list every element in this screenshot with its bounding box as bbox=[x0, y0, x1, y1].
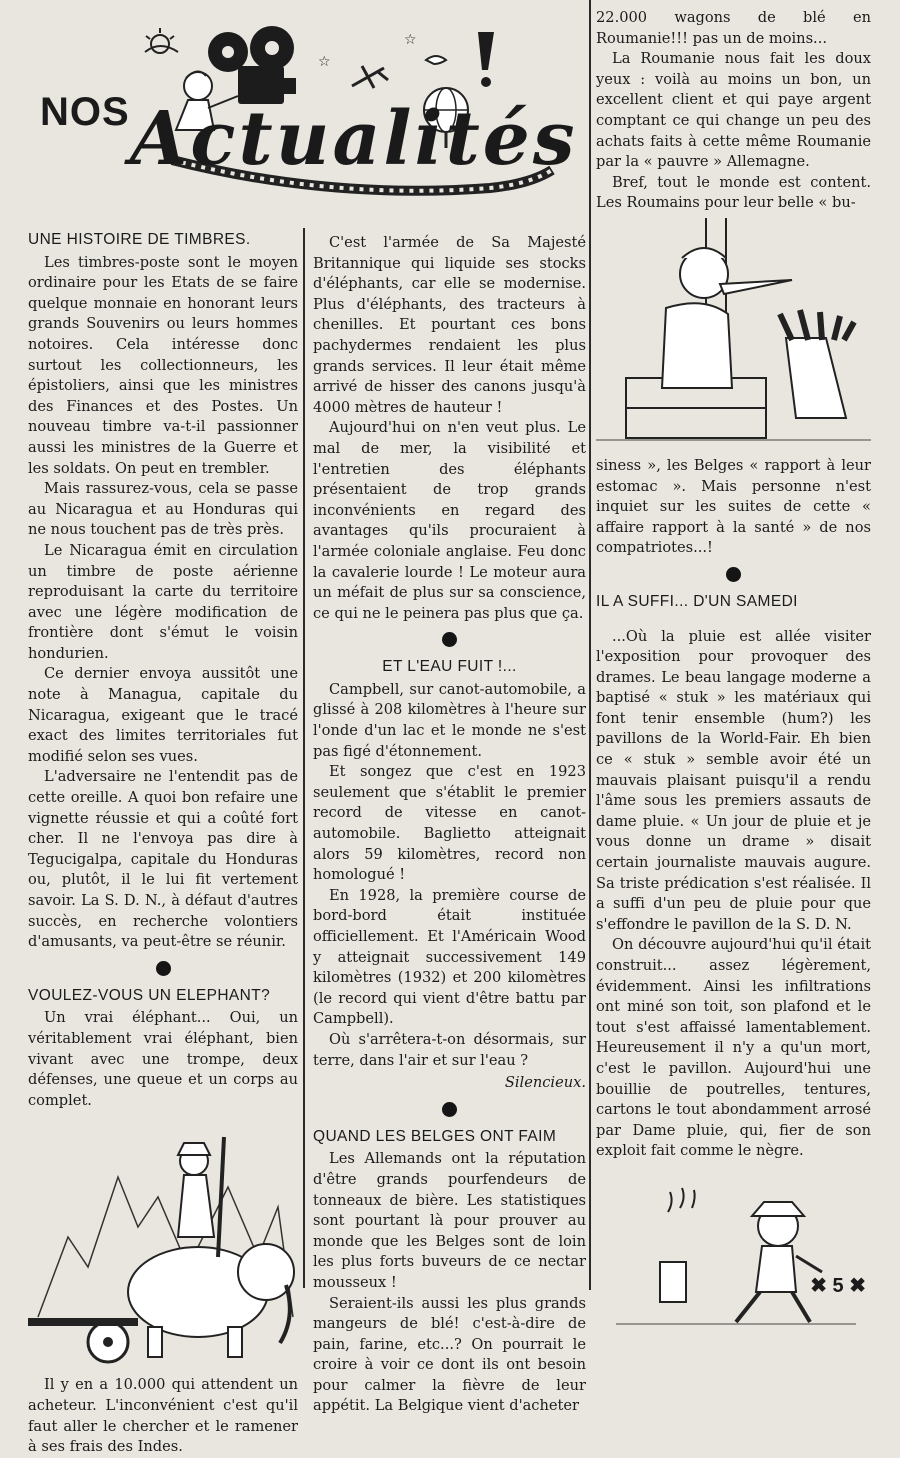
headline-belges: QUAND LES BELGES ONT FAIM bbox=[313, 1127, 557, 1145]
paragraph: Les timbres-poste sont le moyen ordinaire pour les Etats de se faire quelque monnaie en honorant leurs grands Souvenirs ou leurs hommes notoires. Cela intéresse donc surtout les collectionneurs, les épistoliers, ainsi que les ministres des Finances et des Postes. Un nouveau timbre va-t-il passionner aussi les ministres de la Guerre et les soldats. On peut en trembler. bbox=[28, 253, 298, 477]
paragraph: Et songez que c'est en 1923 seulement que s'établit le premier record de vitesse en canot-automobile. Baglietto atteignait alors 59 kilomètres, record non homologué ! bbox=[313, 763, 586, 884]
paragraph: siness », les Belges « rapport à leur estomac ». Mais personne n'est inquiet sur les suites de cette « affaire rapport à la santé » de nos compatriotes...! bbox=[596, 456, 871, 557]
paragraph: Bref, tout le monde est content. Les Roumains pour leur belle « bu- bbox=[596, 173, 871, 212]
masthead-title: Actualités bbox=[130, 96, 578, 182]
headline-samedi: IL A SUFFI... D'UN SAMEDI bbox=[596, 592, 798, 610]
paragraph: ...Où la pluie est allée visiter l'exposition pour provoquer des drames. Le beau langage moderne a baptisé « stuk » les matériaux qui font tenir ensemble (hum?) les pavillons de la World-Fair. Eh bien ce « stuk » semble avoir été un mauvais plaisant puisqu'il a rendu l'âme sous les premiers assauts de dame pluie. « Un jour de pluie et je vous donne un drame » disait certain journaliste mauvais augure. Sa triste prédication s'est réalisée. Il a suffi d'un peu de pluie pour que s'effondre le pavillon de la S. D. N. bbox=[596, 627, 871, 933]
paragraph: Il y en a 10.000 qui attendent un acheteur. L'inconvénient c'est qu'il faut aller le chercher et le ramener à ses frais des Indes. bbox=[28, 1376, 298, 1456]
bird-icon bbox=[426, 56, 446, 64]
elephant-drawing bbox=[28, 1117, 298, 1367]
headline-elephant: VOULEZ-VOUS UN ELEPHANT? bbox=[28, 986, 271, 1004]
headline-timbres: UNE HISTOIRE DE TIMBRES. bbox=[28, 231, 251, 248]
masthead bbox=[0, 0, 590, 228]
scout-illustration bbox=[596, 1172, 871, 1332]
svg-text:☆: ☆ bbox=[404, 32, 417, 48]
bread-eater-illustration bbox=[596, 218, 871, 450]
scout-drawing bbox=[596, 1172, 871, 1332]
paragraph: 22.000 wagons de blé en Roumanie!!! pas un de moins... bbox=[596, 9, 871, 47]
svg-text:☆: ☆ bbox=[318, 54, 331, 70]
page-number: ✖ 5 ✖ bbox=[810, 1275, 866, 1297]
paragraph: Ce dernier envoya aussitôt une note à Managua, capitale du Nicaragua, exigeant que le tracé exact des limites territoriales fut modifié selon ses vues. bbox=[28, 665, 298, 765]
section-bullet bbox=[156, 961, 171, 976]
sun-icon bbox=[145, 28, 178, 53]
exclamation-icon bbox=[478, 32, 494, 87]
paragraph: Les Allemands ont la réputation d'être grands pourfendeurs de tonneaux de bière. Les statistiques sont pourtant là pour prouver au monde que les Belges sont de loin les plus forts buveurs de ce nectar mousseux ! bbox=[313, 1150, 586, 1291]
column-3 bbox=[596, 8, 871, 1332]
paragraph: Mais rassurez-vous, cela se passe au Nicaragua et au Honduras qui ne nous touchent pas de très près. bbox=[28, 480, 298, 539]
column-rule-1 bbox=[303, 228, 305, 1288]
paragraph: En 1928, la première course de bord-bord était instituée officiellement. Et l'Américain Wood y atteignait successivement 149 kilomètres (1932) et 200 kilomètres (le record qui vient d'être battu par Campbell). bbox=[313, 886, 586, 1028]
paragraph: C'est l'armée de Sa Majesté Britannique qui liquide ses stocks d'éléphants, car elle se modernise. Plus d'éléphants, des tracteurs à chenilles. Et pourtant ces bons pachydermes rendaient les plus grands services. Il leur était même arrivé de hisser des canons jusqu'à 4000 mètres de hauteur ! bbox=[313, 234, 586, 416]
star-icon bbox=[318, 32, 417, 70]
paragraph: Campbell, sur canot-automobile, a glissé à 208 kilomètres à l'heure sur l'onde d'un lac et le monde ne s'est pas figé d'étonnement. bbox=[313, 680, 586, 760]
section-bullet bbox=[442, 1102, 457, 1117]
signature: Silencieux. bbox=[504, 1074, 586, 1092]
elephant-illustration bbox=[28, 1117, 298, 1367]
paragraph: La Roumanie nous fait les doux yeux : voilà au moins un bon, un excellent client et qui paye argent comptant ce qui change un peu des achats faits à cette même Roumanie par la « pauvre » Allemagne. bbox=[596, 50, 871, 171]
section-bullet bbox=[726, 567, 741, 582]
paragraph: Seraient-ils aussi les plus grands mangeurs de blé! c'est-à-dire de pain, farine, etc...? On pourrait le croire à voir ce dont ils ont besoin pour calmer la fièvre de leur appétit. La Belgique vient d'acheter bbox=[313, 1294, 586, 1415]
masthead-nos: NOS bbox=[40, 90, 130, 134]
camera-reel-icon bbox=[208, 26, 296, 104]
airplane-icon bbox=[352, 66, 388, 88]
headline-eau-fuit: ET L'EAU FUIT !... bbox=[382, 658, 517, 676]
column-2 bbox=[313, 233, 586, 1417]
paragraph: On découvre aujourd'hui qu'il était construit... assez légèrement, évidemment. Ainsi les infiltrations ont miné son toit, son plafond et le tout s'est affaissé lamentablement. Heureusement il n'y a qu'un mort, c'est le pavillon. Aujourd'hui une bouillie de poutrelles, tentures, cartons le tout abondamment arrosé par Dame pluie, qui, fier de son exploit fait comme le nègre. bbox=[596, 936, 871, 1160]
paragraph: Où s'arrêtera-t-on désormais, sur terre, dans l'air et sur l'eau ? bbox=[313, 1030, 586, 1069]
section-bullet bbox=[442, 632, 457, 647]
paragraph: Aujourd'hui on n'en veut plus. Le mal de mer, la visibilité et l'entretien des éléphants présentaient de trop grands inconvénients en regard des avantages qu'ils procuraient à l'armée coloniale anglaise. Feu donc la cavalerie lourde ! Le moteur aura un méfait de plus sur sa conscience, ce qui ne le peinera pas plus que ça. bbox=[313, 419, 586, 622]
bread-eater-drawing bbox=[596, 218, 871, 450]
paragraph: Le Nicaragua émit en circulation un timbre de poste aérienne reproduisant la carte du territoire avec une légère modification de frontière dont s'émut le voisin hondurien. bbox=[28, 541, 298, 662]
paragraph: Un vrai éléphant... Oui, un véritablement vrai éléphant, bien vivant avec une trompe, deux défenses, une queue et un corps au complet. bbox=[28, 1009, 298, 1109]
column-rule-2 bbox=[589, 0, 591, 1290]
paragraph: L'adversaire ne l'entendit pas de cette oreille. A quoi bon refaire une vignette réussie et qui a coûté fort cher. Il ne l'envoya pas dire à Tegucigalpa, capitale du Honduras ou, plutôt, il le lui fit vertement savoir. La S. D. N., à défaut d'autres succès, en recherche volontiers d'amusants, va peut-être se réunir. bbox=[28, 768, 298, 951]
column-1 bbox=[28, 230, 298, 1458]
